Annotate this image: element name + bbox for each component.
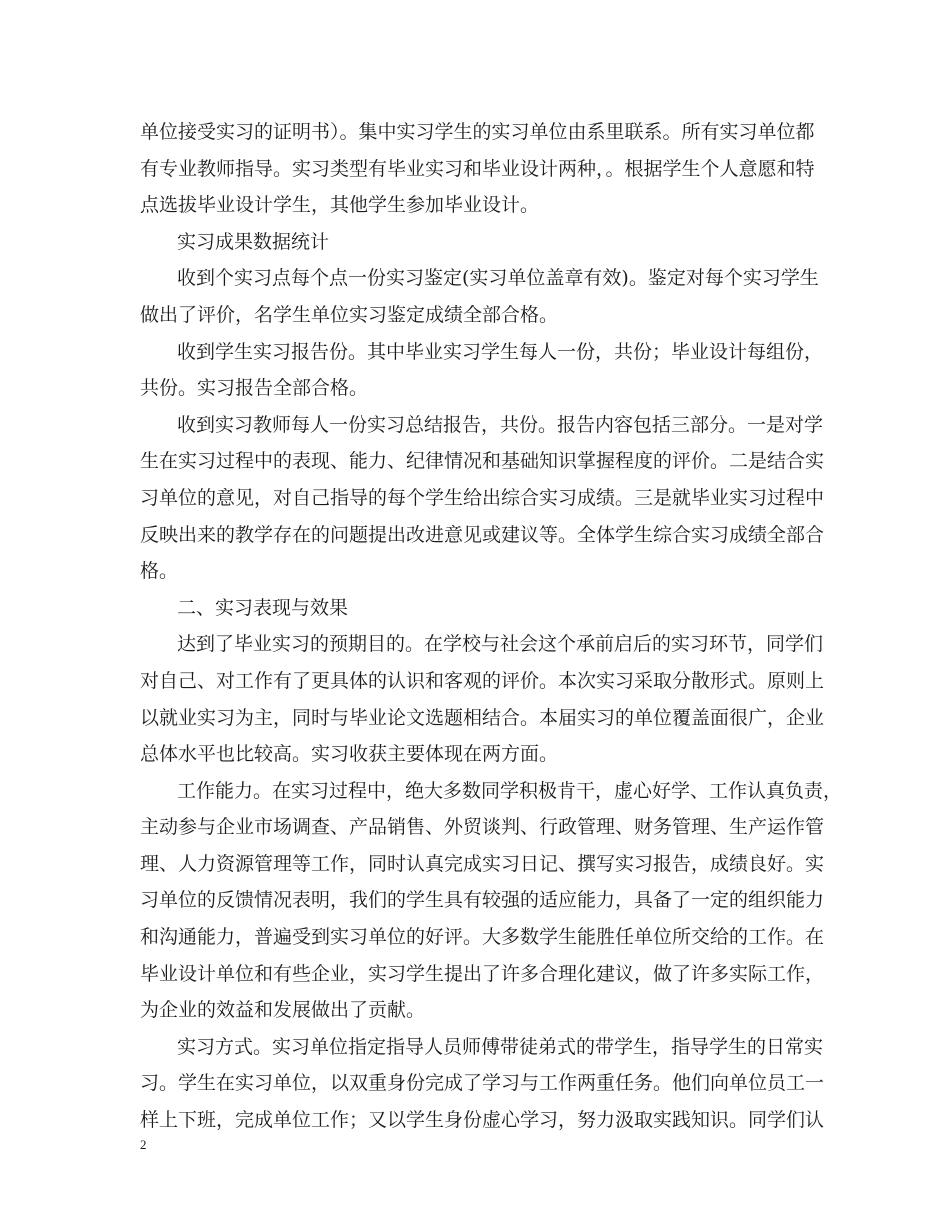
text-line: 总体水平也比较高。实习收获主要体现在两方面。	[140, 743, 559, 766]
text-line: 和沟通能力，普遍受到实习单位的好评。大多数学生能胜任单位所交给的工作。在	[140, 926, 825, 949]
text-line: 格。	[140, 560, 179, 583]
text-line: 工作能力。在实习过程中，绝大多数同学积极肯干，虚心好学、工作认真负责，	[177, 779, 843, 802]
text-line: 以就业实习为主，同时与毕业论文选题相结合。本届实习的单位覆盖面很广，企业	[140, 706, 825, 729]
page-number: 2	[140, 1137, 147, 1152]
text-line: 实习方式。实习单位指定指导人员师傅带徒弟式的带学生，指导学生的日常实	[177, 1035, 824, 1058]
text-line: 收到学生实习报告份。其中毕业实习学生每人一份，共份；毕业设计每组份，	[177, 340, 824, 363]
text-line: 反映出来的教学存在的问题提出改进意见或建议等。全体学生综合实习成绩全部合	[140, 523, 825, 546]
text-line: 主动参与企业市场调查、产品销售、外贸谈判、行政管理、财务管理、生产运作管	[140, 816, 825, 839]
text-line: 收到个实习点每个点一份实习鉴定(实习单位盖章有效)。鉴定对每个实习学生	[177, 267, 819, 290]
text-line: 做出了评价，名学生单位实习鉴定成绩全部合格。	[140, 303, 559, 326]
text-line: 习。学生在实习单位，以双重身份完成了学习与工作两重任务。他们向单位员工一	[140, 1072, 825, 1095]
section-heading: 二、实习表现与效果	[177, 596, 349, 619]
text-line: 对自己、对工作有了更具体的认识和客观的评价。本次实习采取分散形式。原则上	[140, 669, 825, 692]
text-line: 习单位的意见，对自己指导的每个学生给出综合实习成绩。三是就毕业实习过程中	[140, 486, 825, 509]
text-line: 毕业设计单位和有些企业，实习学生提出了许多合理化建议，做了许多实际工作，	[140, 962, 825, 985]
text-line: 为企业的效益和发展做出了贡献。	[140, 999, 426, 1022]
text-line: 理、人力资源管理等工作，同时认真完成实习日记、撰写实习报告，成绩良好。实	[140, 852, 825, 875]
document-body	[140, 114, 843, 1139]
text-line: 共份。实习报告全部合格。	[140, 377, 369, 400]
text-line: 样上下班，完成单位工作；又以学生身份虚心学习，努力汲取实践知识。同学们认	[140, 1109, 825, 1132]
text-line: 点选拔毕业设计学生，其他学生参加毕业设计。	[140, 194, 540, 217]
text-line: 习单位的反馈情况表明，我们的学生具有较强的适应能力，具备了一定的组织能力	[140, 889, 825, 912]
text-line: 收到实习教师每人一份实习总结报告，共份。报告内容包括三部分。一是对学	[177, 413, 824, 436]
section-heading: 实习成果数据统计	[177, 230, 330, 253]
text-line: 单位接受实习的证明书）。集中实习学生的实习单位由系里联系。所有实习单位都	[140, 121, 815, 143]
text-line: 生在实习过程中的表现、能力、纪律情况和基础知识掌握程度的评价。二是结合实	[140, 450, 825, 473]
text-line: 达到了毕业实习的预期目的。在学校与社会这个承前启后的实习环节，同学们	[177, 633, 824, 656]
text-line: 有专业教师指导。实习类型有毕业实习和毕业设计两种，。根据学生个人意愿和特	[140, 157, 815, 180]
